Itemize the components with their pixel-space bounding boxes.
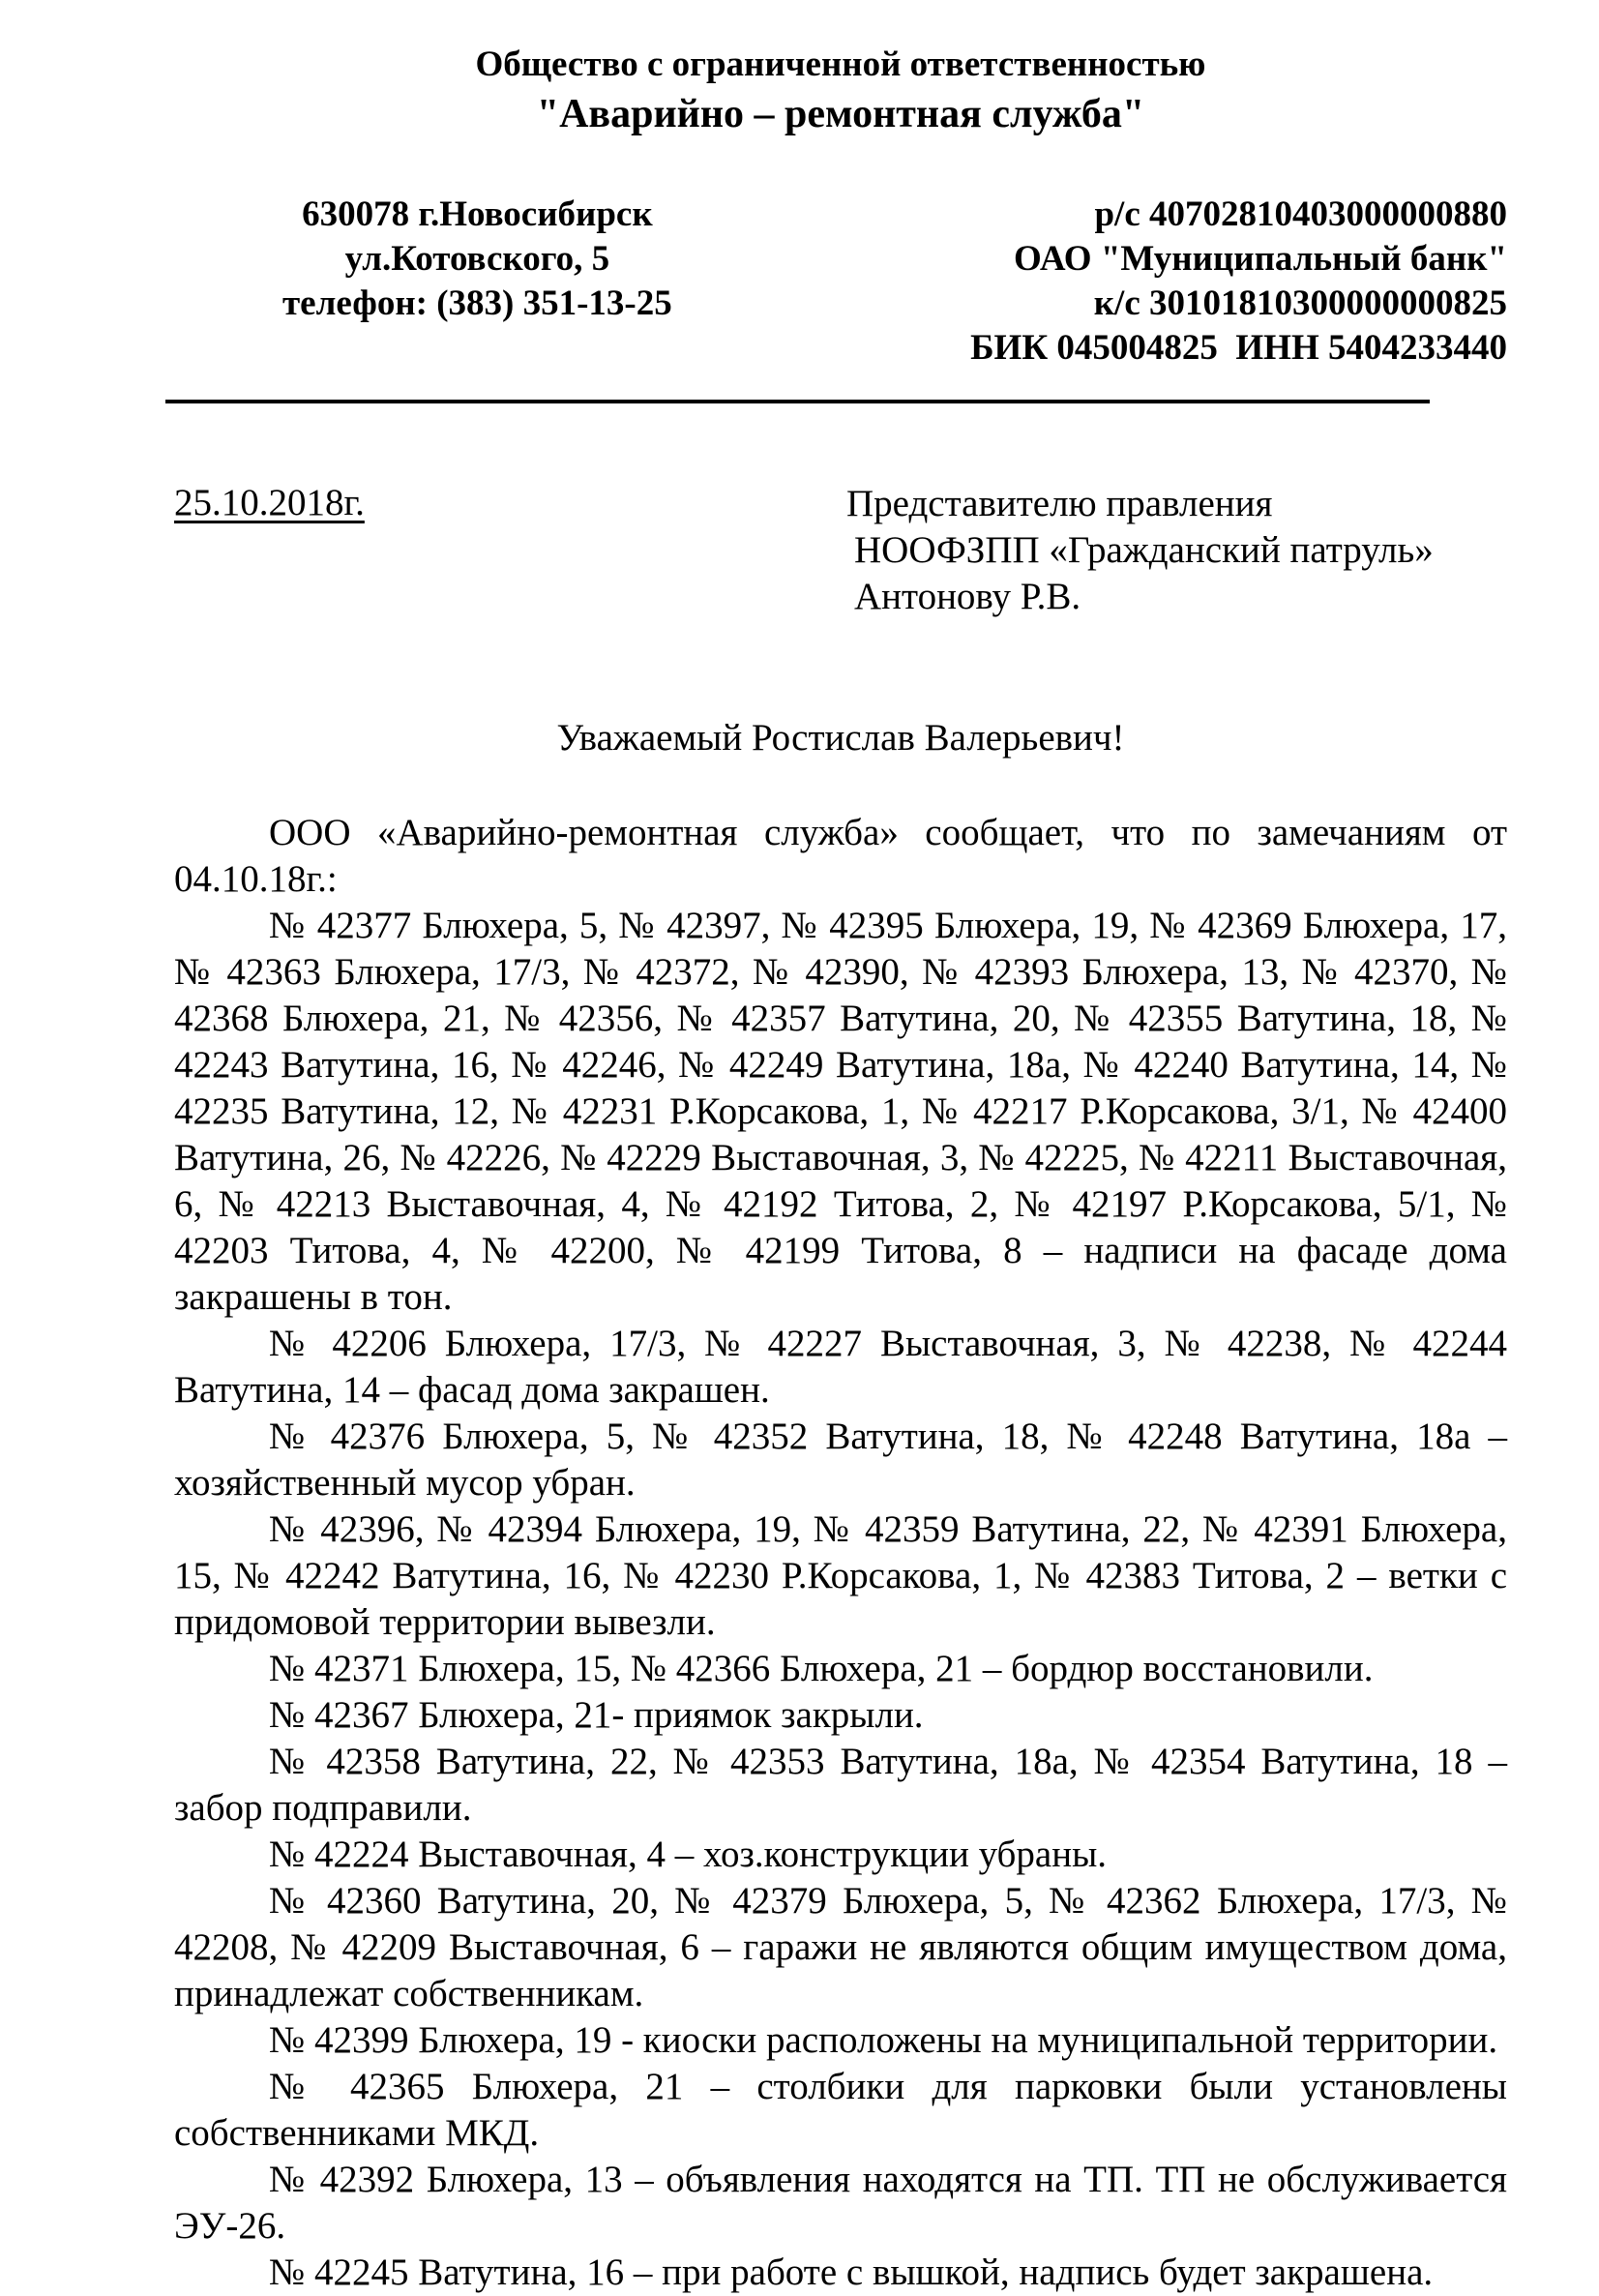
company-address-block [282, 193, 672, 371]
address-line: телефон: (383) 351-13-25 [282, 283, 672, 323]
bank-details-block [970, 193, 1507, 371]
paragraph-item: № 42360 Ватутина, 20, № 42379 Блюхера, 5, № 42362 Блюхера, 17/3, № 42208, № 42209 Выставочная, 6 – гаражи не являются общим имуществом дома, принадлежат собственникам. [174, 1880, 1507, 2014]
recipient-block [846, 481, 1434, 620]
paragraph-item: № 42224 Выставочная, 4 – хоз.конструкции убраны. [269, 1834, 1108, 1875]
paragraph-item: № 42367 Блюхера, 21- приямок закрыли. [269, 1694, 924, 1736]
address-line: ул.Котовского, 5 [344, 239, 610, 279]
date-and-recipient-row [174, 481, 1507, 628]
paragraph-item: № 42365 Блюхера, 21 – столбики для парковки были установлены собственниками МКД. [174, 2066, 1507, 2154]
paragraph-item: № 42245 Ватутина, 16 – при работе с вышкой, надпись будет закрашена. [269, 2251, 1434, 2293]
paragraph-item: № 42377 Блюхера, 5, № 42397, № 42395 Блюхера, 19, № 42369 Блюхера, 17, № 42363 Блюхера, 17/3, № 42372, № 42390, № 42393 Блюхера, 13, № 42370, № 42368 Блюхера, 21, № 42356, № 42357 Ватутина, 20, № 42355 Ватутина, 18, № 42243 Ватутина, 16, № 42246, № 42249 Ватутина, 18а, № 42240 Ватутина, 14, № 42235 Ватутина, 12, № 42231 Р.Корсакова, 1, № 42217 Р.Корсакова, 3/1, № 42400 Ватутина, 26, № 42226, № 42229 Выставочная, 3, № 42225, № 42211 Выставочная, 6, № 42213 Выставочная, 4, № 42192 Титова, 2, № 42197 Р.Корсакова, 5/1, № 42203 Титова, 4, № 42200, № 42199 Титова, 8 – надписи на фасаде дома закрашены в тон. [174, 905, 1507, 1318]
paragraph-item: № 42206 Блюхера, 17/3, № 42227 Выставочная, 3, № 42238, № 42244 Ватутина, 14 – фасад дома закрашен. [174, 1323, 1507, 1411]
paragraph-item: № 42392 Блюхера, 13 – объявления находятся на ТП. ТП не обслуживается ЭУ-26. [174, 2159, 1507, 2247]
letterhead-columns [174, 193, 1507, 371]
paragraph-item: № 42399 Блюхера, 19 - киоски расположены на муниципальной территории. [269, 2019, 1498, 2061]
salutation: Уважаемый Ростислав Валерьевич! [556, 717, 1125, 759]
address-line: 630078 г.Новосибирск [302, 194, 653, 234]
recipient-line: Антонову Р.В. [854, 576, 1081, 617]
bank-line: к/с 30101810300000000825 [1093, 283, 1507, 323]
bank-line: ОАО "Муниципальный банк" [1013, 239, 1507, 279]
paragraph-item: № 42371 Блюхера, 15, № 42366 Блюхера, 21 – бордюр восстановили. [269, 1648, 1374, 1689]
recipient-line: НООФЗПП «Гражданский патруль» [854, 529, 1434, 571]
letter-body [174, 810, 1507, 2296]
paragraph-item: № 42396, № 42394 Блюхера, 19, № 42359 Ватутина, 22, № 42391 Блюхера, 15, № 42242 Ватутина, 16, № 42230 Р.Корсакова, 1, № 42383 Титова, 2 – ветки с придомовой территории вывезли. [174, 1508, 1507, 1643]
recipient-line: Представителю правления [846, 483, 1273, 524]
org-name-heading: "Аварийно – ремонтная служба" [536, 92, 1145, 136]
bank-line: БИК 045004825 ИНН 5404233440 [970, 328, 1507, 368]
paragraph-item: № 42358 Ватутина, 22, № 42353 Ватутина, 18а, № 42354 Ватутина, 18 – забор подправили. [174, 1741, 1507, 1829]
org-type-heading: Общество с ограниченной ответственностью [475, 45, 1206, 84]
header-divider [165, 400, 1430, 403]
paragraph-opening: ООО «Аварийно-ремонтная служба» сообщает, что по замечаниям от 04.10.18г.: [174, 812, 1507, 900]
bank-line: р/с 40702810403000000880 [1094, 194, 1507, 234]
letter-date: 25.10.2018г. [174, 482, 365, 523]
paragraph-item: № 42376 Блюхера, 5, № 42352 Ватутина, 18, № 42248 Ватутина, 18а – хозяйственный мусор убран. [174, 1416, 1507, 1504]
